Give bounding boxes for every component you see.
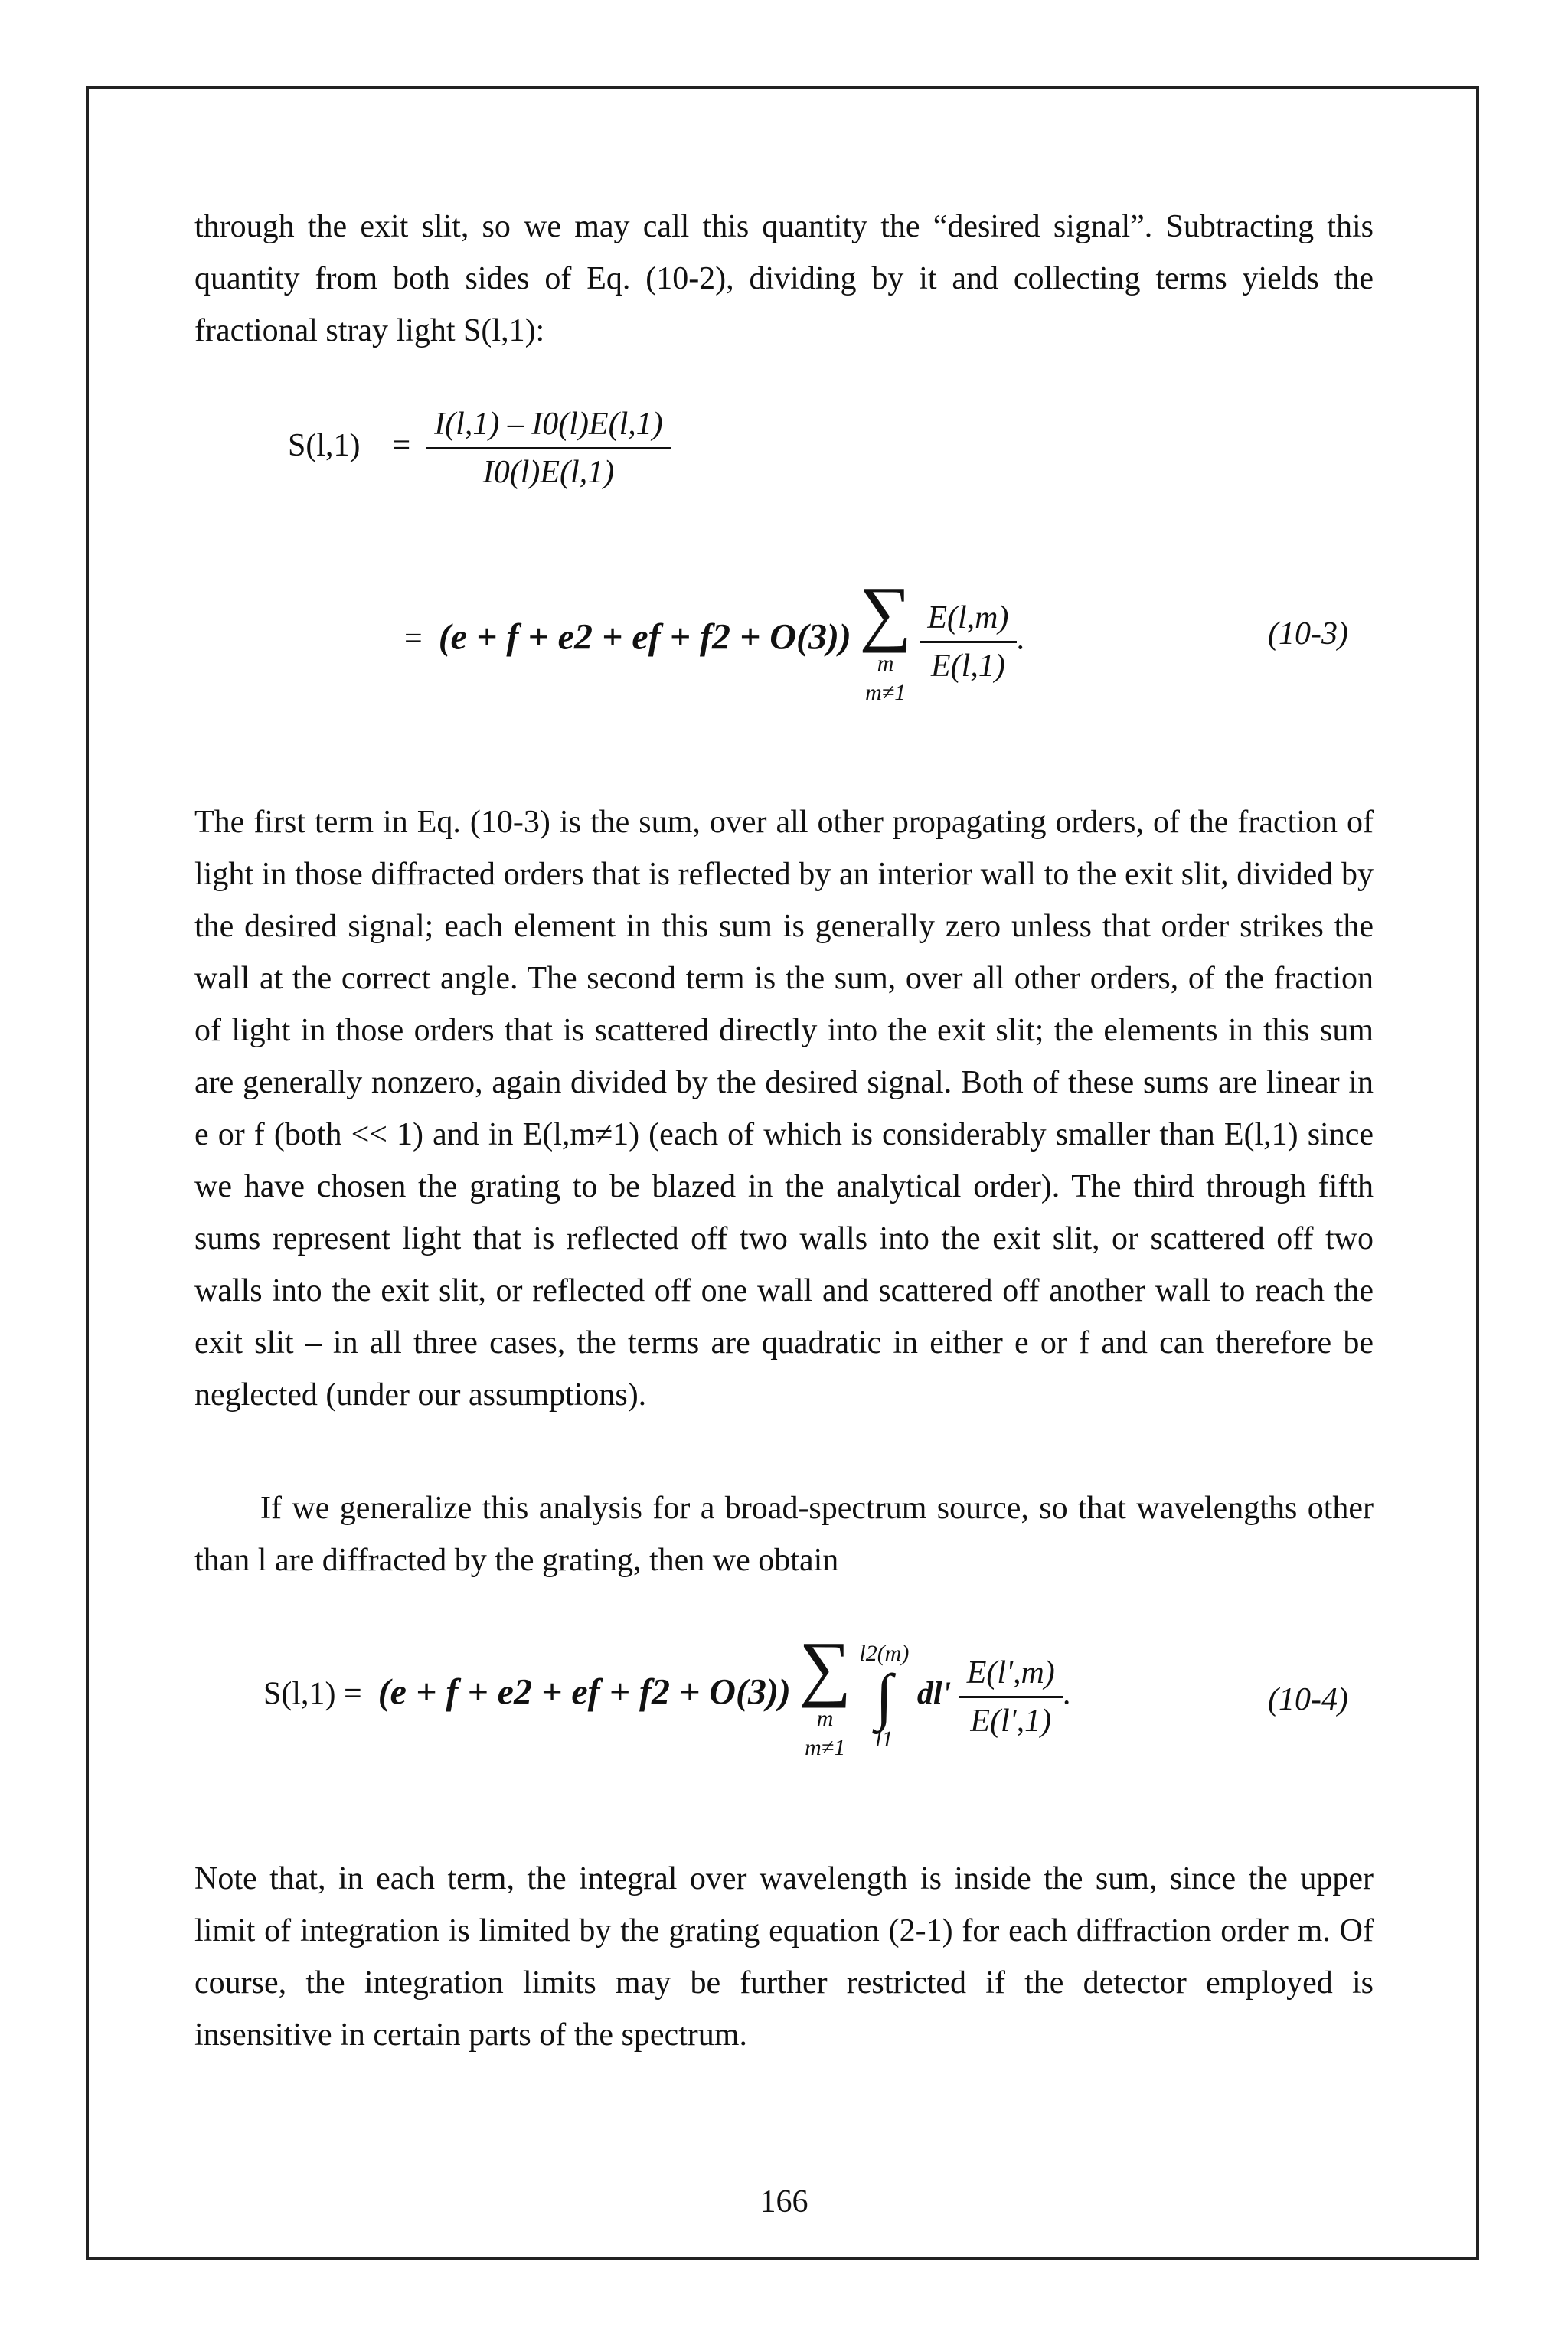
- summation-subscript: m≠1: [865, 680, 906, 705]
- paragraph-text: The first term in Eq. (10-3) is the sum, over all other propagating orders, of the fraction of light in those diffracted orders that is reflected by an interior wall to the exit slit, divided by the desired signal; each element in this sum is generally zero unless that order strikes the wall at the correct angle. The second term is the sum, over all other orders, of the fraction of light in those orders that is scattered directly into the exit slit; the elements in this sum are generally nonzero, again divided by the desired signal. Both of these sums are linear in e or f (both << 1) and in E(l,m≠1) (each of which is considerably smaller than E(l,1) since we have chosen the grating to be blazed in the analytical order). The third through fifth sums represent light that is reflected off two walls into the exit slit, or scattered off two walls into the exit slit, or reflected off one wall and scattered off another wall to reach the exit slit – in all three cases, the terms are quadratic in either e or f and can therefore be neglected (under our assumptions).: [194, 805, 1374, 1413]
- integral-lower-limit: l1: [875, 1726, 893, 1752]
- paragraph-3: [194, 1482, 1374, 1586]
- summation-subscript: m: [877, 651, 894, 676]
- equation-lhs: S(l,1): [263, 1676, 336, 1712]
- integral-symbol: ∫: [875, 1661, 893, 1731]
- equation-number: (10-3): [1268, 616, 1348, 652]
- ratio-fraction: [959, 1655, 1063, 1740]
- equation-10-4: S(l,1) = (e + f + e2 + ef + f2 + O(3)) ∑ m m≠1 l2(m) ∫ l1 dl' $\frac{E(l',m)}{E(l',1)}$ .: [263, 1631, 1070, 1762]
- fraction-numerator: I(l,1) – I0(l)E(l,1): [426, 406, 671, 449]
- equation-10-3-line-1: [288, 406, 671, 491]
- integral-upper-limit: l2(m): [859, 1641, 910, 1666]
- summation: [859, 571, 912, 707]
- equation-series: (e + f + e2 + ef + f2 + O(3)): [438, 616, 851, 658]
- ratio-denominator: E(l',1): [970, 1703, 1052, 1739]
- equation-equals: =: [392, 428, 411, 464]
- integral-variable: dl': [916, 1676, 952, 1712]
- paragraph-4: [194, 1853, 1374, 2061]
- equation-fraction: [426, 406, 671, 491]
- summation-subscript: m: [816, 1706, 834, 1731]
- paragraph-text: If we generalize this analysis for a broad-spectrum source, so that wavelengths other than l are diffracted by the grating, then we obtain: [194, 1491, 1374, 1578]
- paragraph-2: [194, 796, 1374, 1421]
- summation-symbol: ∑: [859, 571, 912, 653]
- integral: [859, 1642, 909, 1751]
- ratio-denominator: E(l,1): [931, 648, 1005, 684]
- paragraph-text: Note that, in each term, the integral over wavelength is inside the sum, since the upper limit of integration is limited by the grating equation (2-1) for each diffraction order m. Of course, the integration limits may be further restricted if the detector employed is insensitive in certain parts of the spectrum.: [194, 1861, 1374, 2053]
- summation: [799, 1626, 851, 1762]
- summation-subscript: m≠1: [805, 1735, 846, 1760]
- ratio-numerator: E(l,m): [920, 599, 1016, 643]
- page-number: 166: [760, 2184, 808, 2220]
- equation-series: (e + f + e2 + ef + f2 + O(3)): [377, 1671, 791, 1713]
- paragraph-1: [194, 201, 1374, 357]
- summation-symbol: ∑: [799, 1626, 851, 1708]
- fraction-denominator: I0(l)E(l,1): [482, 455, 615, 490]
- equation-equals: =: [404, 621, 423, 657]
- equation-10-3-line-2: = (e + f + e2 + ef + f2 + O(3)) ∑ m m≠1 $\frac{E(l,m)}{E(l,1)}$ .: [404, 576, 1024, 707]
- paragraph-text: through the exit slit, so we may call this quantity the “desired signal”. Subtracting this quantity from both sides of Eq. (10-2), dividing by it and collecting terms yields the fractional stray light S(l,1):: [194, 209, 1374, 348]
- equation-number: (10-4): [1268, 1682, 1348, 1717]
- ratio-fraction: [920, 599, 1016, 684]
- equation-equals: =: [344, 1676, 362, 1712]
- equation-lhs: S(l,1): [288, 428, 361, 464]
- ratio-numerator: E(l',m): [959, 1655, 1063, 1698]
